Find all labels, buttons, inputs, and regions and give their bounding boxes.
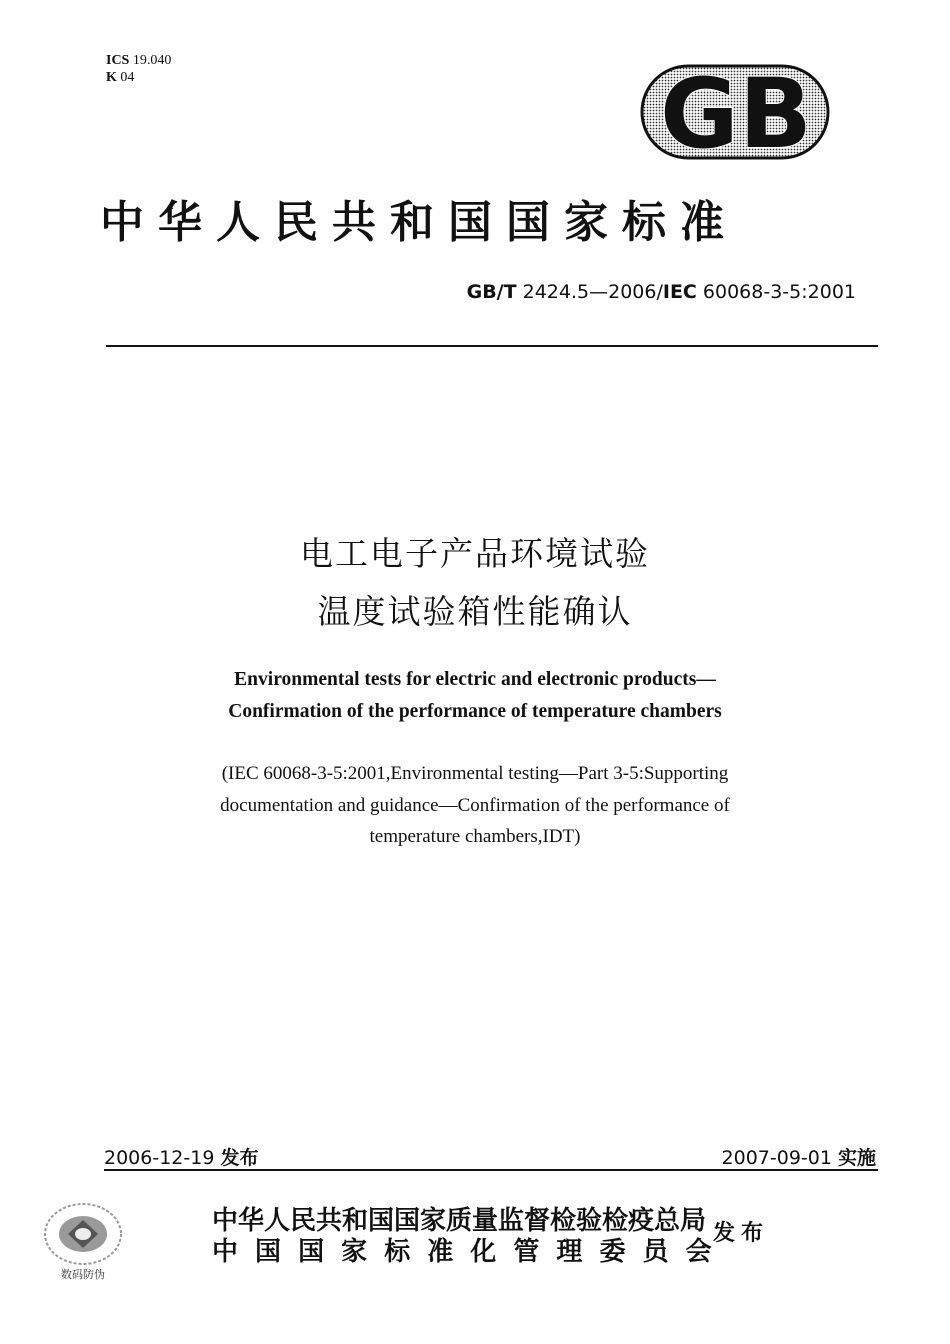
- gb-logo-text: GB: [660, 64, 812, 160]
- gb-logo: [640, 64, 830, 160]
- classification-codes: [106, 52, 171, 86]
- issue-date-label: 发布: [220, 1147, 259, 1169]
- adoption-line3: temperature chambers,IDT): [369, 826, 581, 847]
- class-label: K: [106, 70, 117, 85]
- implement-date-value: 2007-09-01: [721, 1147, 832, 1169]
- iec-prefix: IEC: [662, 281, 697, 303]
- title-cn-line2: 温度试验箱性能确认: [317, 592, 633, 631]
- issuer-line2: 中 国 国 家 标 准 化 管 理 委 员 会: [212, 1237, 716, 1267]
- title-cn-line1: 电工电子产品环境试验: [300, 534, 650, 573]
- class-line: [106, 69, 171, 86]
- ics-label: ICS: [106, 53, 130, 68]
- std-prefix: GB/T: [466, 281, 517, 303]
- anti-counterfeit-seal: [38, 1200, 128, 1288]
- iec-number: 60068-3-5:2001: [696, 281, 856, 303]
- class-code: 04: [120, 70, 135, 85]
- adoption-line1: (IEC 60068-3-5:2001,Environmental testing—Part 3-5:Supporting: [221, 763, 729, 784]
- ics-line: [106, 52, 171, 69]
- seal-text: 数码防伪: [61, 1268, 105, 1281]
- ics-code: 19.040: [132, 53, 172, 68]
- issuer-line1: 中华人民共和国国家质量监督检验检疫总局: [212, 1206, 707, 1236]
- implement-date-label: 实施: [837, 1147, 876, 1169]
- date-divider: [104, 1169, 878, 1171]
- std-number: 2424.5—2006/: [516, 281, 663, 303]
- national-standard-heading: 中华人民共和国国家标准: [100, 197, 738, 248]
- header-divider: [106, 345, 878, 347]
- implement-date: [722, 1143, 876, 1170]
- adoption-line2: documentation and guidance—Confirmation of the performance of: [220, 795, 730, 816]
- issue-date: [104, 1143, 258, 1170]
- publish-label: 发布: [713, 1221, 770, 1246]
- title-en-line1: Environmental tests for electric and electronic products—: [234, 669, 716, 690]
- title-en-line2: Confirmation of the performance of temperature chambers: [228, 701, 722, 722]
- standard-number: [467, 281, 856, 303]
- issue-date-value: 2006-12-19: [104, 1147, 215, 1169]
